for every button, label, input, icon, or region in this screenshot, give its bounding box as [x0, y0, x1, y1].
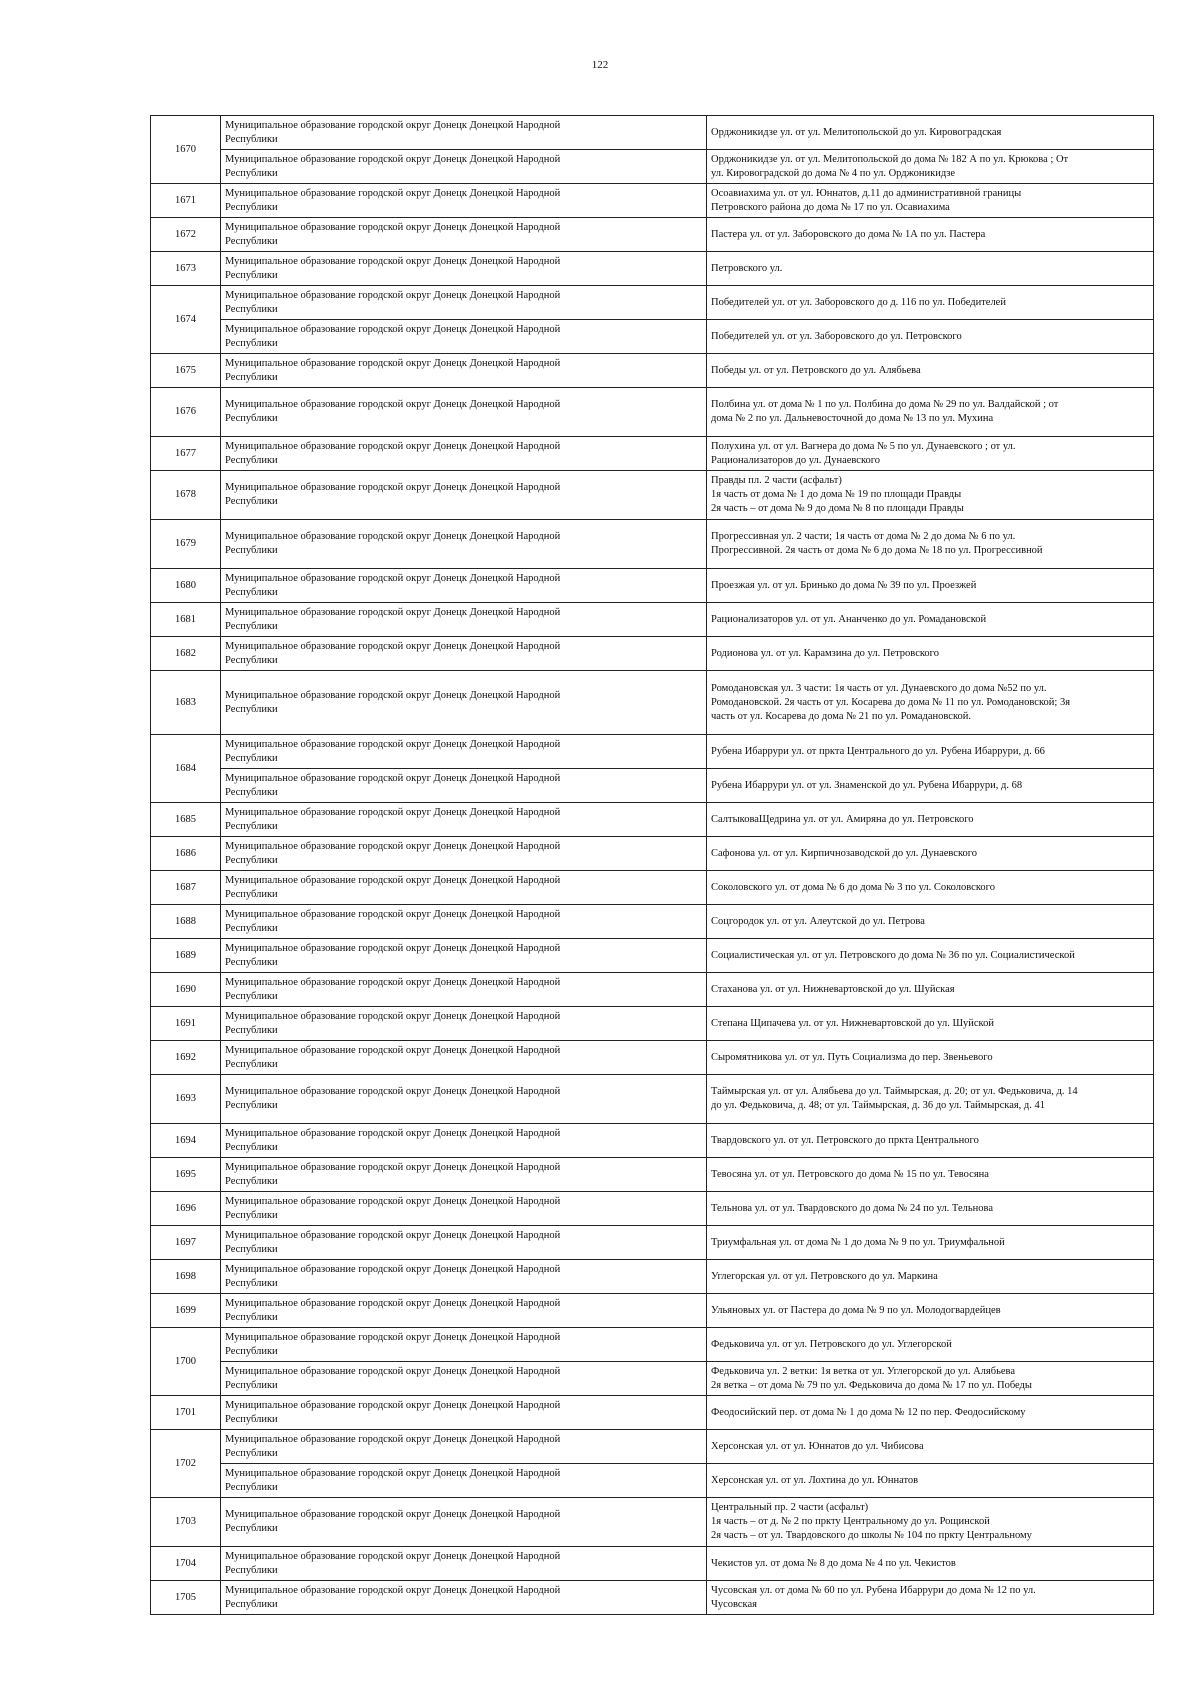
street-line: Орджоникидзе ул. от ул. Мелитопольской до ул. Кировоградская — [711, 126, 1002, 138]
street-cell — [707, 520, 1154, 569]
street-line: Федьковича ул. 2 ветки: 1я ветка от ул. Углегорской до ул. Алябьева — [711, 1365, 1016, 1377]
street-line: Херсонская ул. от ул. Лохтина до ул. Юннатов — [711, 1474, 919, 1486]
municipality-cell — [221, 286, 707, 320]
municipality-line: Муниципальное образование городской округ Донецк Донецкой Народной — [225, 1550, 561, 1562]
municipality-cell — [221, 388, 707, 437]
table-row — [151, 1158, 1154, 1192]
street-cell — [707, 1260, 1154, 1294]
municipality-line: Муниципальное образование городской округ Донецк Донецкой Народной — [225, 187, 561, 199]
street-line: 2я часть – от дома № 9 до дома № 8 по площади Правды — [711, 503, 964, 514]
municipality-cell — [221, 905, 707, 939]
municipality-cell — [221, 569, 707, 603]
row-number: 1683 — [151, 671, 221, 735]
street-line: Сыромятникова ул. от ул. Путь Социализма до пер. Звеньевого — [711, 1051, 993, 1063]
table-row — [151, 1192, 1154, 1226]
municipality-line: Муниципальное образование городской округ Донецк Донецкой Народной — [225, 1086, 561, 1097]
table-row — [151, 1396, 1154, 1430]
row-number: 1695 — [151, 1158, 221, 1192]
table-row — [151, 150, 1154, 184]
street-cell — [707, 1430, 1154, 1464]
municipality-line: Муниципальное образование городской округ Донецк Донецкой Народной — [225, 1433, 561, 1445]
street-cell — [707, 1581, 1154, 1615]
street-line: Орджоникидзе ул. от ул. Мелитопольской до дома № 182 А по ул. Крюкова ; От — [711, 153, 1069, 165]
row-number: 1703 — [151, 1498, 221, 1547]
municipality-line: Муниципальное образование городской округ Донецк Донецкой Народной — [225, 1584, 561, 1596]
municipality-line: Республики — [225, 235, 278, 247]
row-number: 1692 — [151, 1041, 221, 1075]
table-row — [151, 116, 1154, 150]
row-number: 1680 — [151, 569, 221, 603]
municipality-line: Муниципальное образование городской округ Донецк Донецкой Народной — [225, 1399, 561, 1411]
municipality-line: Республики — [225, 888, 278, 900]
row-number: 1694 — [151, 1124, 221, 1158]
street-line: Прогрессивная ул. 2 части; 1я часть от дома № 2 до дома № 6 по ул. — [711, 531, 1016, 542]
row-number: 1679 — [151, 520, 221, 569]
street-line: Рационализаторов ул. от ул. Ананченко до ул. Ромадановской — [711, 613, 987, 625]
municipality-line: Республики — [225, 1100, 278, 1111]
table-row — [151, 1075, 1154, 1124]
row-number: 1681 — [151, 603, 221, 637]
municipality-cell — [221, 252, 707, 286]
municipality-line: Республики — [225, 545, 278, 556]
row-number: 1678 — [151, 471, 221, 520]
street-line: 1я часть – от д. № 2 по пркту Центральному до ул. Рощинской — [711, 1516, 990, 1527]
municipality-line: Муниципальное образование городской округ Донецк Донецкой Народной — [225, 323, 561, 335]
municipality-line: Республики — [225, 1564, 278, 1576]
row-number: 1697 — [151, 1226, 221, 1260]
municipality-cell — [221, 1294, 707, 1328]
row-number: 1685 — [151, 803, 221, 837]
municipality-line: Республики — [225, 1311, 278, 1323]
table-row — [151, 1464, 1154, 1498]
municipality-line: Муниципальное образование городской округ Донецк Донецкой Народной — [225, 689, 561, 701]
row-number: 1699 — [151, 1294, 221, 1328]
municipality-line: Муниципальное образование городской округ Донецк Донецкой Народной — [225, 572, 561, 584]
street-line: Херсонская ул. от ул. Юннатов до ул. Чибисова — [711, 1440, 924, 1452]
municipality-cell — [221, 1260, 707, 1294]
street-cell — [707, 1362, 1154, 1396]
street-line: Ромодановская ул. 3 части: 1я часть от ул. Дунаевского до дома №52 по ул. — [711, 682, 1047, 694]
street-line: Сафонова ул. от ул. Кирпичнозаводской до ул. Дунаевского — [711, 847, 978, 859]
page-number: 122 — [591, 59, 609, 71]
street-cell — [707, 471, 1154, 520]
municipality-line: Муниципальное образование городской округ Донецк Донецкой Народной — [225, 840, 561, 852]
municipality-line: Республики — [225, 703, 278, 715]
table-row — [151, 603, 1154, 637]
row-number: 1684 — [151, 735, 221, 803]
table-row — [151, 803, 1154, 837]
municipality-line: Муниципальное образование городской округ Донецк Донецкой Народной — [225, 874, 561, 886]
municipality-cell — [221, 837, 707, 871]
row-number: 1693 — [151, 1075, 221, 1124]
table-row — [151, 520, 1154, 569]
street-cell — [707, 218, 1154, 252]
street-line: Стаханова ул. от ул. Нижневартовской до ул. Шуйская — [711, 983, 955, 995]
municipality-line: Республики — [225, 496, 278, 507]
municipality-line: Муниципальное образование городской округ Донецк Донецкой Народной — [225, 1044, 561, 1056]
municipality-line: Республики — [225, 167, 278, 179]
row-number: 1689 — [151, 939, 221, 973]
municipality-line: Республики — [225, 752, 278, 764]
municipality-line: Муниципальное образование городской округ Донецк Донецкой Народной — [225, 357, 561, 369]
municipality-cell — [221, 471, 707, 520]
street-line: дома № 2 по ул. Дальневосточной до дома № 13 по ул. Мухина — [711, 413, 994, 424]
street-cell — [707, 769, 1154, 803]
municipality-line: Республики — [225, 1175, 278, 1187]
street-line: 2я ветка – от дома № 79 по ул. Федьковича до дома № 17 по ул. Победы — [711, 1379, 1032, 1391]
municipality-line: Муниципальное образование городской округ Донецк Донецкой Народной — [225, 119, 561, 131]
street-cell — [707, 1464, 1154, 1498]
municipality-line: Муниципальное образование городской округ Донецк Донецкой Народной — [225, 1331, 561, 1343]
municipality-cell — [221, 1192, 707, 1226]
street-line: Победителей ул. от ул. Заборовского до д. 116 по ул. Победителей — [711, 296, 1006, 308]
municipality-cell — [221, 803, 707, 837]
table-row — [151, 1226, 1154, 1260]
table-row — [151, 837, 1154, 871]
street-cell — [707, 1226, 1154, 1260]
street-cell — [707, 1294, 1154, 1328]
table-row — [151, 871, 1154, 905]
street-cell — [707, 320, 1154, 354]
street-line: Соколовского ул. от дома № 6 до дома № 3 по ул. Соколовского — [711, 881, 995, 893]
street-line: Победы ул. от ул. Петровского до ул. Алябьева — [711, 364, 921, 376]
street-line: 2я часть – от ул. Твардовского до школы № 104 по пркту Центральному — [711, 1530, 1032, 1541]
table-row — [151, 1581, 1154, 1615]
municipality-line: Муниципальное образование городской округ Донецк Донецкой Народной — [225, 606, 561, 618]
row-number: 1696 — [151, 1192, 221, 1226]
table-row — [151, 1007, 1154, 1041]
municipality-line: Республики — [225, 201, 278, 213]
street-line: Осоавиахима ул. от ул. Юннатов, д.11 до административной границы — [711, 187, 1022, 199]
row-number: 1691 — [151, 1007, 221, 1041]
row-number: 1690 — [151, 973, 221, 1007]
street-line: Прогрессивной. 2я часть от дома № 6 до дома № 18 по ул. Прогрессивной — [711, 545, 1043, 556]
municipality-line: Муниципальное образование городской округ Донецк Донецкой Народной — [225, 772, 561, 784]
street-cell — [707, 1192, 1154, 1226]
municipality-line: Республики — [225, 1058, 278, 1070]
street-cell — [707, 1007, 1154, 1041]
municipality-line: Республики — [225, 620, 278, 632]
table-row — [151, 1294, 1154, 1328]
row-number: 1702 — [151, 1430, 221, 1498]
street-line: ул. Кировоградской до дома № 4 по ул. Орджоникидзе — [711, 167, 956, 179]
municipality-line: Муниципальное образование городской округ Донецк Донецкой Народной — [225, 1127, 561, 1139]
street-line: Рубена Ибаррури ул. от ул. Знаменской до ул. Рубена Ибаррури, д. 68 — [711, 779, 1023, 791]
municipality-cell — [221, 671, 707, 735]
municipality-line: Республики — [225, 1345, 278, 1357]
municipality-line: Республики — [225, 337, 278, 349]
municipality-line: Республики — [225, 454, 278, 466]
municipality-line: Республики — [225, 1243, 278, 1255]
street-cell — [707, 803, 1154, 837]
table-row — [151, 769, 1154, 803]
municipality-line: Республики — [225, 1277, 278, 1289]
table-row — [151, 1260, 1154, 1294]
table-row — [151, 252, 1154, 286]
table-row — [151, 354, 1154, 388]
street-cell — [707, 973, 1154, 1007]
municipality-cell — [221, 871, 707, 905]
table-row — [151, 437, 1154, 471]
street-line: Чусовская ул. от дома № 60 по ул. Рубена Ибаррури до дома № 12 по ул. — [711, 1584, 1036, 1596]
municipality-line: Республики — [225, 1413, 278, 1425]
street-cell — [707, 1075, 1154, 1124]
municipality-line: Республики — [225, 1481, 278, 1493]
street-line: часть от ул. Косарева до дома № 21 по ул. Ромадановской. — [711, 710, 972, 722]
municipality-line: Республики — [225, 1523, 278, 1534]
table-row — [151, 1498, 1154, 1547]
municipality-line: Республики — [225, 413, 278, 424]
table-row — [151, 671, 1154, 735]
municipality-line: Республики — [225, 654, 278, 666]
municipality-line: Муниципальное образование городской округ Донецк Донецкой Народной — [225, 289, 561, 301]
street-line: Ульяновых ул. от Пастера до дома № 9 по ул. Молодогвардейцев — [711, 1304, 1001, 1316]
municipality-cell — [221, 1328, 707, 1362]
street-line: Полухина ул. от ул. Вагнера до дома № 5 по ул. Дунаевского ; от ул. — [711, 440, 1016, 452]
street-line: Чекистов ул. от дома № 8 до дома № 4 по ул. Чекистов — [711, 1557, 956, 1569]
municipality-line: Муниципальное образование городской округ Донецк Донецкой Народной — [225, 806, 561, 818]
table-row — [151, 320, 1154, 354]
municipality-cell — [221, 769, 707, 803]
street-cell — [707, 1041, 1154, 1075]
street-line: Рационализаторов до ул. Дунаевского — [711, 454, 881, 466]
street-line: Центральный пр. 2 части (асфальт) — [711, 1502, 869, 1513]
municipality-line: Муниципальное образование городской округ Донецк Донецкой Народной — [225, 1509, 561, 1520]
street-cell — [707, 1328, 1154, 1362]
table-row — [151, 1362, 1154, 1396]
street-cell — [707, 1158, 1154, 1192]
municipality-line: Республики — [225, 303, 278, 315]
municipality-cell — [221, 184, 707, 218]
municipality-cell — [221, 320, 707, 354]
street-line: Федьковича ул. от ул. Петровского до ул. Углегорской — [711, 1338, 952, 1350]
table-row — [151, 735, 1154, 769]
municipality-line: Республики — [225, 1141, 278, 1153]
street-cell — [707, 735, 1154, 769]
street-cell — [707, 388, 1154, 437]
table-row — [151, 905, 1154, 939]
row-number: 1672 — [151, 218, 221, 252]
municipality-cell — [221, 939, 707, 973]
table-row — [151, 973, 1154, 1007]
municipality-line: Республики — [225, 1379, 278, 1391]
municipality-cell — [221, 1547, 707, 1581]
street-line: Петровского ул. — [711, 262, 783, 274]
municipality-line: Республики — [225, 1209, 278, 1221]
municipality-line: Муниципальное образование городской округ Донецк Донецкой Народной — [225, 482, 561, 493]
street-line: Таймырская ул. от ул. Алябьева до ул. Таймырская, д. 20; от ул. Федьковича, д. 14 — [711, 1086, 1078, 1097]
table-row — [151, 1328, 1154, 1362]
street-line: Чусовская — [711, 1598, 757, 1610]
table-row — [151, 637, 1154, 671]
municipality-line: Муниципальное образование городской округ Донецк Донецкой Народной — [225, 399, 561, 410]
municipality-line: Республики — [225, 1024, 278, 1036]
street-cell — [707, 671, 1154, 735]
street-line: Правды пл. 2 части (асфальт) — [711, 475, 842, 486]
street-cell — [707, 1547, 1154, 1581]
row-number: 1676 — [151, 388, 221, 437]
street-line: Тельнова ул. от ул. Твардовского до дома № 24 по ул. Тельнова — [711, 1202, 993, 1214]
municipality-line: Муниципальное образование городской округ Донецк Донецкой Народной — [225, 908, 561, 920]
table-row — [151, 569, 1154, 603]
municipality-line: Муниципальное образование городской округ Донецк Донецкой Народной — [225, 1161, 561, 1173]
municipality-cell — [221, 1430, 707, 1464]
street-line: Соцгородок ул. от ул. Алеутской до ул. Петрова — [711, 915, 925, 927]
municipality-line: Республики — [225, 1447, 278, 1459]
municipality-cell — [221, 1041, 707, 1075]
municipality-line: Муниципальное образование городской округ Донецк Донецкой Народной — [225, 153, 561, 165]
municipality-line: Республики — [225, 820, 278, 832]
municipality-line: Республики — [225, 990, 278, 1002]
street-line: 1я часть от дома № 1 до дома № 19 по площади Правды — [711, 489, 962, 500]
municipality-cell — [221, 218, 707, 252]
registry-body — [151, 116, 1154, 1615]
municipality-line: Муниципальное образование городской округ Донецк Донецкой Народной — [225, 1195, 561, 1207]
municipality-line: Республики — [225, 371, 278, 383]
street-line: Ромодановской. 2я часть от ул. Косарева до дома № 11 по ул. Ромодановской; 3я — [711, 696, 1071, 708]
municipality-line: Республики — [225, 786, 278, 798]
street-line: Пастера ул. от ул. Заборовского до дома № 1А по ул. Пастера — [711, 228, 986, 240]
municipality-cell — [221, 1464, 707, 1498]
municipality-cell — [221, 1498, 707, 1547]
row-number: 1687 — [151, 871, 221, 905]
municipality-cell — [221, 1007, 707, 1041]
street-cell — [707, 939, 1154, 973]
municipality-line: Муниципальное образование городской округ Донецк Донецкой Народной — [225, 1263, 561, 1275]
municipality-line: Муниципальное образование городской округ Донецк Донецкой Народной — [225, 1365, 561, 1377]
street-line: Полбина ул. от дома № 1 по ул. Полбина до дома № 29 по ул. Валдайской ; от — [711, 399, 1059, 410]
municipality-line: Республики — [225, 586, 278, 598]
street-cell — [707, 603, 1154, 637]
street-cell — [707, 637, 1154, 671]
municipality-line: Республики — [225, 133, 278, 145]
street-line: Социалистическая ул. от ул. Петровского до дома № 36 по ул. Социалистической — [711, 949, 1075, 961]
table-row — [151, 218, 1154, 252]
street-line: Рубена Ибаррури ул. от пркта Центрального до ул. Рубена Ибаррури, д. 66 — [711, 745, 1045, 757]
street-cell — [707, 569, 1154, 603]
street-line: Победителей ул. от ул. Заборовского до ул. Петровского — [711, 330, 962, 342]
municipality-cell — [221, 150, 707, 184]
table-row — [151, 1547, 1154, 1581]
street-line: Твардовского ул. от ул. Петровского до пркта Центрального — [711, 1134, 979, 1146]
municipality-cell — [221, 1226, 707, 1260]
table-row — [151, 184, 1154, 218]
row-number: 1670 — [151, 116, 221, 184]
municipality-line: Муниципальное образование городской округ Донецк Донецкой Народной — [225, 942, 561, 954]
table-row — [151, 388, 1154, 437]
street-cell — [707, 150, 1154, 184]
row-number: 1704 — [151, 1547, 221, 1581]
row-number: 1675 — [151, 354, 221, 388]
street-cell — [707, 286, 1154, 320]
municipality-line: Муниципальное образование городской округ Донецк Донецкой Народной — [225, 1229, 561, 1241]
municipality-cell — [221, 637, 707, 671]
municipality-line: Муниципальное образование городской округ Донецк Донецкой Народной — [225, 738, 561, 750]
table-row — [151, 1041, 1154, 1075]
row-number: 1677 — [151, 437, 221, 471]
table-row — [151, 471, 1154, 520]
municipality-line: Муниципальное образование городской округ Донецк Донецкой Народной — [225, 440, 561, 452]
municipality-cell — [221, 1396, 707, 1430]
row-number: 1671 — [151, 184, 221, 218]
row-number: 1688 — [151, 905, 221, 939]
municipality-cell — [221, 116, 707, 150]
street-cell — [707, 184, 1154, 218]
street-cell — [707, 837, 1154, 871]
table-row — [151, 1124, 1154, 1158]
street-cell — [707, 1124, 1154, 1158]
row-number: 1674 — [151, 286, 221, 354]
municipality-cell — [221, 1124, 707, 1158]
municipality-cell — [221, 1581, 707, 1615]
street-line: СалтыковаЩедрина ул. от ул. Амиряна до ул. Петровского — [711, 813, 974, 825]
street-line: Петровского района до дома № 17 по ул. Осавиахима — [711, 201, 950, 213]
municipality-line: Муниципальное образование городской округ Донецк Донецкой Народной — [225, 221, 561, 233]
street-line: Родионова ул. от ул. Карамзина до ул. Петровского — [711, 647, 939, 659]
municipality-cell — [221, 1158, 707, 1192]
street-cell — [707, 437, 1154, 471]
street-line: Проезжая ул. от ул. Бринько до дома № 39 по ул. Проезжей — [711, 579, 977, 591]
municipality-line: Муниципальное образование городской округ Донецк Донецкой Народной — [225, 255, 561, 267]
municipality-cell — [221, 520, 707, 569]
street-cell — [707, 1396, 1154, 1430]
row-number: 1686 — [151, 837, 221, 871]
municipality-cell — [221, 437, 707, 471]
street-cell — [707, 905, 1154, 939]
street-line: Углегорская ул. от ул. Петровского до ул. Маркина — [711, 1270, 938, 1282]
row-number: 1682 — [151, 637, 221, 671]
municipality-line: Республики — [225, 956, 278, 968]
row-number: 1673 — [151, 252, 221, 286]
street-cell — [707, 1498, 1154, 1547]
street-cell — [707, 871, 1154, 905]
street-registry-table — [150, 115, 1154, 1615]
street-cell — [707, 252, 1154, 286]
municipality-line: Республики — [225, 854, 278, 866]
municipality-line: Республики — [225, 1598, 278, 1610]
municipality-line: Муниципальное образование городской округ Донецк Донецкой Народной — [225, 1297, 561, 1309]
street-line: Феодосийский пер. от дома № 1 до дома № 12 по пер. Феодосийскому — [711, 1406, 1026, 1418]
municipality-cell — [221, 973, 707, 1007]
row-number: 1701 — [151, 1396, 221, 1430]
municipality-line: Муниципальное образование городской округ Донецк Донецкой Народной — [225, 640, 561, 652]
municipality-line: Республики — [225, 922, 278, 934]
table-row — [151, 939, 1154, 973]
municipality-line: Муниципальное образование городской округ Донецк Донецкой Народной — [225, 1467, 561, 1479]
street-line: Триумфальная ул. от дома № 1 до дома № 9 по ул. Триумфальной — [711, 1236, 1005, 1248]
municipality-cell — [221, 1075, 707, 1124]
municipality-cell — [221, 354, 707, 388]
municipality-line: Республики — [225, 269, 278, 281]
row-number: 1705 — [151, 1581, 221, 1615]
municipality-line: Муниципальное образование городской округ Донецк Донецкой Народной — [225, 531, 561, 542]
street-cell — [707, 116, 1154, 150]
table-row — [151, 1430, 1154, 1464]
municipality-line: Муниципальное образование городской округ Донецк Донецкой Народной — [225, 976, 561, 988]
street-cell — [707, 354, 1154, 388]
municipality-cell — [221, 1362, 707, 1396]
street-line: Тевосяна ул. от ул. Петровского до дома № 15 по ул. Тевосяна — [711, 1168, 989, 1180]
municipality-cell — [221, 735, 707, 769]
street-line: до ул. Федьковича, д. 48; от ул. Таймырская, д. 36 до ул. Таймырская, д. 41 — [711, 1100, 1046, 1111]
municipality-line: Муниципальное образование городской округ Донецк Донецкой Народной — [225, 1010, 561, 1022]
table-row — [151, 286, 1154, 320]
municipality-cell — [221, 603, 707, 637]
row-number: 1700 — [151, 1328, 221, 1396]
row-number: 1698 — [151, 1260, 221, 1294]
street-line: Степана Щипачева ул. от ул. Нижневартовской до ул. Шуйской — [711, 1017, 994, 1029]
